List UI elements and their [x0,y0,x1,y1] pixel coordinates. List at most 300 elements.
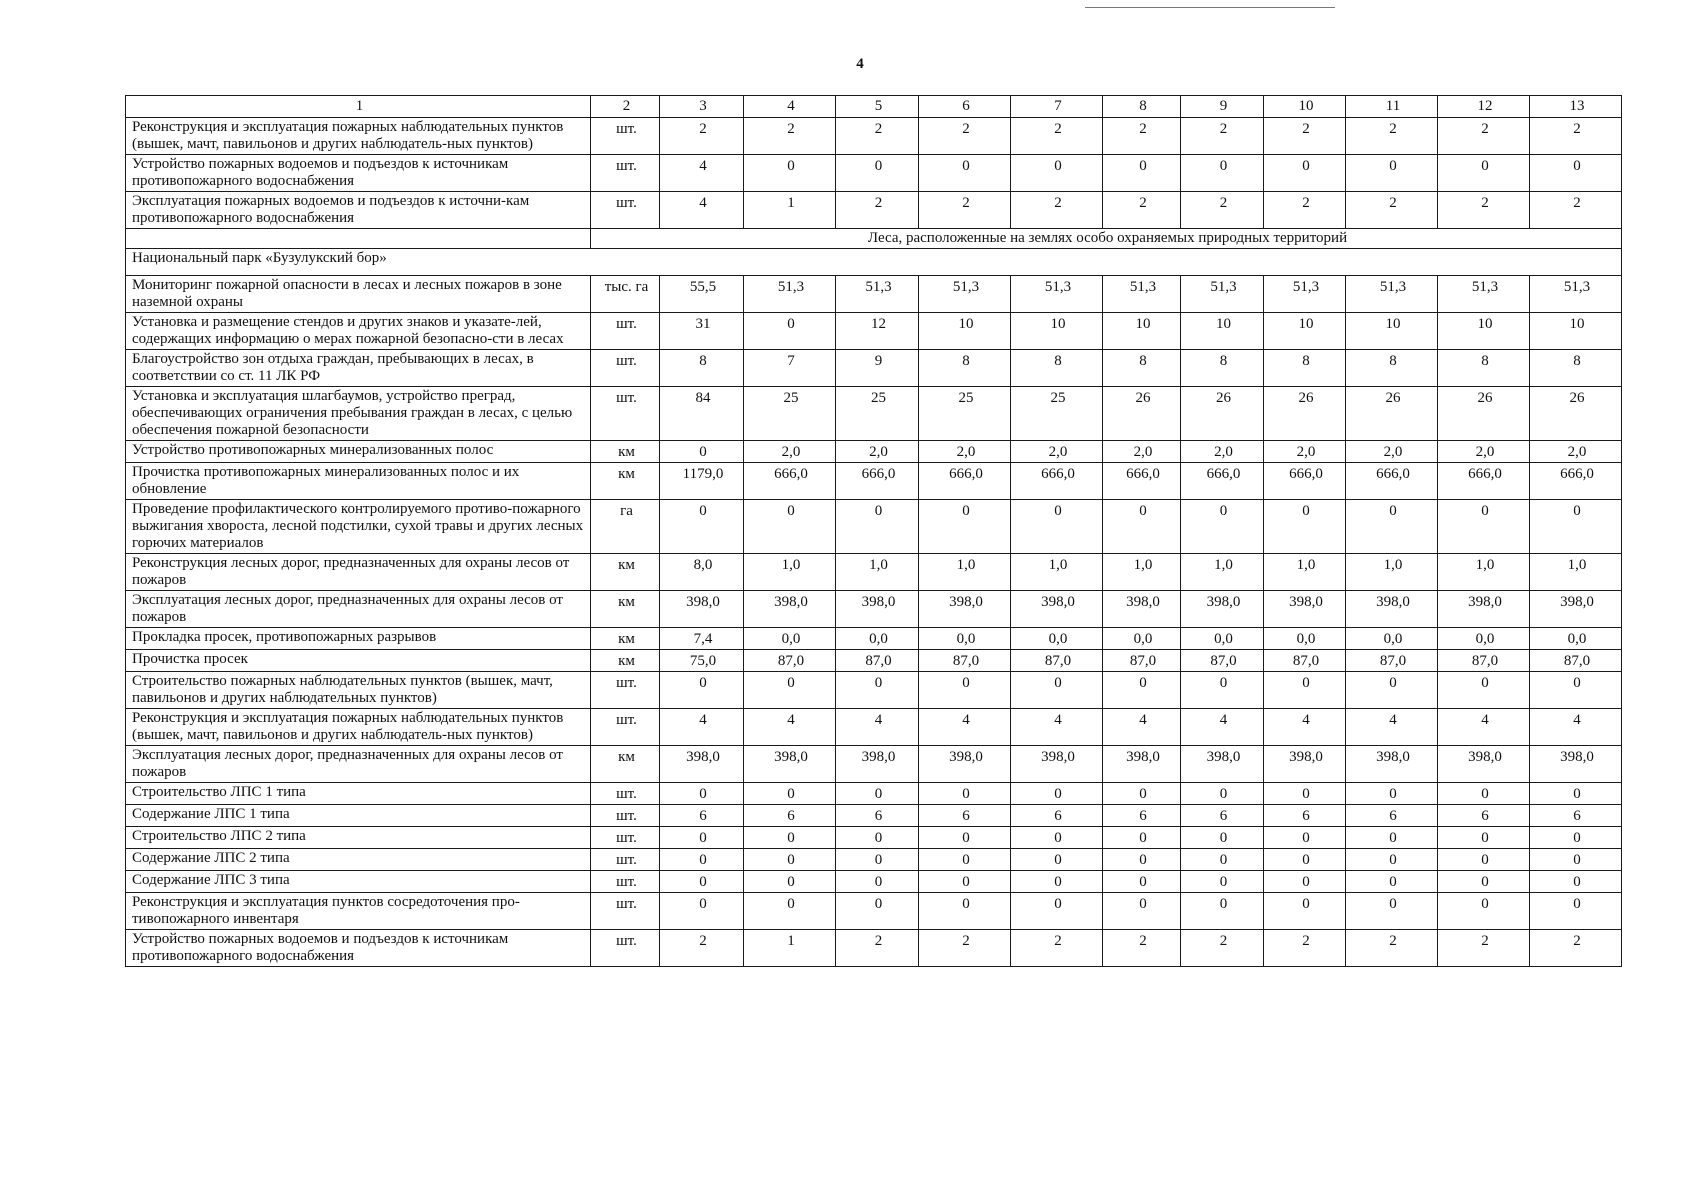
row-value: 0 [1530,849,1622,871]
row-value: 2 [1011,118,1103,155]
row-value: 0 [660,893,744,930]
row-activity-name: Строительство ЛПС 1 типа [126,783,591,805]
row-value: 0 [1103,155,1181,192]
row-value: 2,0 [1264,441,1346,463]
row-value: 0 [660,783,744,805]
row-value: 26 [1103,387,1181,441]
column-header: 9 [1181,96,1264,118]
row-value: 1,0 [1346,554,1438,591]
row-value: 51,3 [1103,276,1181,313]
row-activity-name: Установка и эксплуатация шлагбаумов, устройство преград, обеспечивающих ограничения пребывания граждан в лесах, с целью обеспечения пожарной безопасности [126,387,591,441]
row-value: 6 [660,805,744,827]
row-activity-name: Реконструкция и эксплуатация пожарных наблюдательных пунктов (вышек, мачт, павильонов и других наблюдатель-ных пунктов) [126,709,591,746]
row-value: 0 [744,783,836,805]
row-value: 0 [744,155,836,192]
row-value: 0 [1438,849,1530,871]
row-value: 7,4 [660,628,744,650]
row-value: 0 [660,672,744,709]
row-value: 0 [1530,672,1622,709]
row-value: 0 [1530,827,1622,849]
column-header: 6 [919,96,1011,118]
row-value: 0 [1346,893,1438,930]
column-header: 10 [1264,96,1346,118]
row-value: 0 [1530,500,1622,554]
table-row [126,118,1622,155]
row-value: 87,0 [1530,650,1622,672]
row-value: 51,3 [1181,276,1264,313]
row-value: 0 [744,672,836,709]
row-value: 10 [1011,313,1103,350]
table-row [126,871,1622,893]
row-value: 4 [919,709,1011,746]
row-value: 0 [919,893,1011,930]
table-row [126,628,1622,650]
row-value: 25 [744,387,836,441]
row-value: 2 [1011,930,1103,967]
row-value: 9 [836,350,919,387]
row-value: 8 [1530,350,1622,387]
row-value: 0 [1181,827,1264,849]
row-value: 1 [744,930,836,967]
row-value: 0 [1103,672,1181,709]
row-value: 75,0 [660,650,744,672]
row-activity-name: Реконструкция и эксплуатация пунктов сосредоточения про-тивопожарного инвентаря [126,893,591,930]
row-value: 666,0 [836,463,919,500]
row-unit: шт. [591,849,660,871]
row-value: 0 [660,871,744,893]
row-value: 398,0 [744,591,836,628]
row-value: 1,0 [1438,554,1530,591]
row-value: 0 [1346,871,1438,893]
row-value: 2 [919,192,1011,229]
row-value: 0 [1011,500,1103,554]
row-value: 2 [1264,192,1346,229]
row-value: 0 [836,849,919,871]
row-value: 4 [1181,709,1264,746]
row-value: 666,0 [1181,463,1264,500]
row-value: 2 [1181,192,1264,229]
table-row [126,672,1622,709]
row-unit: шт. [591,118,660,155]
row-value: 0 [1530,783,1622,805]
row-value: 0 [1181,155,1264,192]
row-value: 0 [836,155,919,192]
row-value: 0 [836,827,919,849]
row-value: 0,0 [1264,628,1346,650]
row-value: 398,0 [919,591,1011,628]
row-value: 4 [1530,709,1622,746]
row-value: 0 [1438,783,1530,805]
table-row [126,849,1622,871]
row-value: 0 [1181,672,1264,709]
row-value: 10 [1530,313,1622,350]
table-row [126,893,1622,930]
row-value: 87,0 [1264,650,1346,672]
table-row [126,463,1622,500]
row-activity-name: Устройство пожарных водоемов и подъездов к источникам противопожарного водоснабжения [126,155,591,192]
row-value: 0 [1181,500,1264,554]
row-value: 25 [919,387,1011,441]
row-value: 10 [1346,313,1438,350]
row-value: 2 [919,930,1011,967]
row-value: 2 [836,930,919,967]
row-value: 1,0 [1530,554,1622,591]
table-row [126,441,1622,463]
row-unit: км [591,746,660,783]
row-value: 666,0 [1103,463,1181,500]
row-activity-name: Содержание ЛПС 2 типа [126,849,591,871]
row-value: 6 [1011,805,1103,827]
row-unit: га [591,500,660,554]
row-value: 0 [744,849,836,871]
row-value: 0 [919,500,1011,554]
row-activity-name: Строительство пожарных наблюдательных пунктов (вышек, мачт, павильонов и других наблюдательных пунктов) [126,672,591,709]
row-value: 12 [836,313,919,350]
row-unit: шт. [591,192,660,229]
row-value: 666,0 [744,463,836,500]
row-value: 51,3 [1346,276,1438,313]
row-value: 8 [1011,350,1103,387]
row-value: 0 [1264,783,1346,805]
row-unit: шт. [591,350,660,387]
row-value: 87,0 [1011,650,1103,672]
row-value: 0 [1011,155,1103,192]
row-value: 398,0 [1264,591,1346,628]
row-value: 2 [836,192,919,229]
header-row [126,96,1622,118]
row-value: 2 [660,118,744,155]
row-value: 51,3 [1438,276,1530,313]
row-value: 398,0 [1530,591,1622,628]
column-header: 12 [1438,96,1530,118]
row-value: 10 [1264,313,1346,350]
row-activity-name: Эксплуатация лесных дорог, предназначенных для охраны лесов от пожаров [126,746,591,783]
row-value: 0 [1103,893,1181,930]
row-value: 0 [919,155,1011,192]
row-unit: шт. [591,827,660,849]
row-value: 0 [1530,155,1622,192]
row-activity-name: Содержание ЛПС 1 типа [126,805,591,827]
row-value: 2 [1103,192,1181,229]
row-unit: шт. [591,672,660,709]
row-value: 2,0 [1181,441,1264,463]
row-value: 2 [1530,118,1622,155]
table-row [126,554,1622,591]
row-value: 2 [1103,930,1181,967]
row-unit: шт. [591,155,660,192]
row-value: 6 [1264,805,1346,827]
row-value: 51,3 [1011,276,1103,313]
row-value: 2 [1181,930,1264,967]
row-value: 0 [836,500,919,554]
row-activity-name: Прокладка просек, противопожарных разрывов [126,628,591,650]
row-value: 0 [1103,783,1181,805]
row-value: 2 [1264,118,1346,155]
row-value: 0 [836,783,919,805]
table-row [126,805,1622,827]
row-value: 1,0 [1181,554,1264,591]
row-value: 0 [1264,672,1346,709]
row-value: 4 [836,709,919,746]
row-unit: км [591,554,660,591]
row-value: 398,0 [836,591,919,628]
row-value: 2,0 [1530,441,1622,463]
row-value: 0 [1011,672,1103,709]
row-unit: км [591,463,660,500]
row-value: 1,0 [744,554,836,591]
row-value: 0 [1264,155,1346,192]
row-value: 0 [1103,871,1181,893]
row-value: 0 [1181,893,1264,930]
row-value: 398,0 [1530,746,1622,783]
column-header: 2 [591,96,660,118]
table-row [126,709,1622,746]
row-value: 2,0 [1103,441,1181,463]
row-value: 26 [1530,387,1622,441]
row-value: 87,0 [919,650,1011,672]
row-value: 2,0 [836,441,919,463]
row-value: 0 [919,871,1011,893]
row-value: 25 [836,387,919,441]
column-header: 7 [1011,96,1103,118]
row-value: 398,0 [1438,591,1530,628]
row-value: 0 [1438,672,1530,709]
row-value: 0 [1264,893,1346,930]
row-value: 0 [1264,500,1346,554]
row-value: 4 [660,709,744,746]
row-value: 0 [660,827,744,849]
row-value: 0 [1264,827,1346,849]
row-value: 0 [1011,849,1103,871]
row-value: 2 [744,118,836,155]
row-value: 666,0 [1346,463,1438,500]
row-unit: шт. [591,871,660,893]
row-value: 0 [1346,500,1438,554]
column-header: 3 [660,96,744,118]
row-value: 0,0 [1438,628,1530,650]
section-title: Леса, расположенные на землях особо охраняемых природных территорий [591,229,1622,249]
page-number: 4 [856,56,864,72]
row-value: 398,0 [1011,591,1103,628]
row-value: 8 [919,350,1011,387]
row-value: 0 [1103,849,1181,871]
row-value: 0 [836,871,919,893]
row-value: 2,0 [1438,441,1530,463]
row-value: 4 [1264,709,1346,746]
row-value: 6 [836,805,919,827]
row-value: 0 [1011,783,1103,805]
row-value: 6 [919,805,1011,827]
row-value: 398,0 [1181,746,1264,783]
row-value: 10 [1438,313,1530,350]
column-header: 4 [744,96,836,118]
row-activity-name: Устройство противопожарных минерализованных полос [126,441,591,463]
row-value: 0 [1264,871,1346,893]
table-row [126,155,1622,192]
row-value: 2 [836,118,919,155]
row-value: 8 [660,350,744,387]
row-value: 0 [1011,893,1103,930]
row-value: 0,0 [1530,628,1622,650]
row-value: 87,0 [1438,650,1530,672]
row-value: 2 [919,118,1011,155]
row-activity-name: Установка и размещение стендов и других знаков и указате-лей, содержащих информацию о мерах пожарной безопасно-сти в лесах [126,313,591,350]
row-value: 87,0 [744,650,836,672]
table-row [126,746,1622,783]
row-value: 666,0 [1264,463,1346,500]
column-header: 1 [126,96,591,118]
row-value: 666,0 [1011,463,1103,500]
row-value: 8 [1346,350,1438,387]
row-value: 2 [1181,118,1264,155]
row-value: 26 [1264,387,1346,441]
row-value: 26 [1438,387,1530,441]
row-value: 4 [1438,709,1530,746]
row-value: 7 [744,350,836,387]
row-value: 0 [919,827,1011,849]
row-value: 2 [1103,118,1181,155]
row-value: 0 [1103,500,1181,554]
row-value: 1,0 [1011,554,1103,591]
row-value: 2 [1346,930,1438,967]
row-value: 0 [1438,871,1530,893]
row-value: 0 [1346,672,1438,709]
row-value: 0 [1181,783,1264,805]
row-value: 10 [1103,313,1181,350]
row-value: 51,3 [1264,276,1346,313]
row-value: 0 [660,441,744,463]
column-header: 5 [836,96,919,118]
row-value: 666,0 [1438,463,1530,500]
table-row [126,350,1622,387]
row-unit: шт. [591,805,660,827]
row-value: 0 [660,849,744,871]
row-activity-name: Проведение профилактического контролируемого противо-пожарного выжигания хвороста, лесной подстилки, сухой травы и других лесных горючих материалов [126,500,591,554]
row-value: 2 [1346,192,1438,229]
row-activity-name: Благоустройство зон отдыха граждан, пребывающих в лесах, в соответствии со ст. 11 ЛК РФ [126,350,591,387]
table-row [126,930,1622,967]
row-value: 0 [1346,155,1438,192]
row-value: 2 [1530,192,1622,229]
row-value: 0 [919,783,1011,805]
row-activity-name: Мониторинг пожарной опасности в лесах и лесных пожаров в зоне наземной охраны [126,276,591,313]
row-value: 51,3 [919,276,1011,313]
row-unit: км [591,628,660,650]
row-value: 4 [744,709,836,746]
row-value: 2 [1438,192,1530,229]
row-value: 55,5 [660,276,744,313]
subsection-row [126,249,1622,276]
row-value: 51,3 [1530,276,1622,313]
row-value: 51,3 [744,276,836,313]
row-value: 8 [1438,350,1530,387]
row-value: 0 [1011,827,1103,849]
row-activity-name: Содержание ЛПС 3 типа [126,871,591,893]
row-unit: км [591,650,660,672]
row-value: 0 [1346,827,1438,849]
row-value: 6 [1103,805,1181,827]
subsection-title: Национальный парк «Бузулукский бор» [126,249,1622,276]
table-row [126,276,1622,313]
row-value: 666,0 [1530,463,1622,500]
row-activity-name: Реконструкция лесных дорог, предназначенных для охраны лесов от пожаров [126,554,591,591]
row-value: 1 [744,192,836,229]
row-value: 1,0 [836,554,919,591]
row-value: 10 [1181,313,1264,350]
row-value: 4 [1103,709,1181,746]
table-row [126,783,1622,805]
table-row [126,500,1622,554]
row-value: 0 [1011,871,1103,893]
row-value: 6 [1438,805,1530,827]
row-unit: км [591,591,660,628]
column-header: 13 [1530,96,1622,118]
column-header: 8 [1103,96,1181,118]
row-value: 2 [1346,118,1438,155]
row-value: 31 [660,313,744,350]
row-value: 0 [836,893,919,930]
row-value: 84 [660,387,744,441]
row-value: 0,0 [744,628,836,650]
row-value: 398,0 [744,746,836,783]
row-value: 2 [1438,930,1530,967]
row-value: 0 [1181,849,1264,871]
row-value: 0,0 [919,628,1011,650]
row-unit: шт. [591,930,660,967]
row-value: 0 [1438,893,1530,930]
row-value: 0 [836,672,919,709]
row-value: 2,0 [1346,441,1438,463]
row-value: 87,0 [836,650,919,672]
row-value: 2 [1011,192,1103,229]
row-value: 0 [1438,155,1530,192]
row-value: 6 [744,805,836,827]
row-value: 398,0 [1264,746,1346,783]
row-value: 6 [1346,805,1438,827]
row-unit: шт. [591,387,660,441]
row-unit: шт. [591,313,660,350]
row-activity-name: Эксплуатация пожарных водоемов и подъездов к источни-кам противопожарного водоснабжения [126,192,591,229]
row-value: 2 [1438,118,1530,155]
row-unit: км [591,441,660,463]
row-activity-name: Прочистка противопожарных минерализованных полос и их обновление [126,463,591,500]
row-value: 26 [1181,387,1264,441]
row-value: 0,0 [1346,628,1438,650]
row-activity-name: Реконструкция и эксплуатация пожарных наблюдательных пунктов (вышек, мачт, павильонов и других наблюдатель-ных пунктов) [126,118,591,155]
section-empty-cell [126,229,591,249]
row-value: 398,0 [1103,746,1181,783]
row-value: 87,0 [1103,650,1181,672]
row-value: 10 [919,313,1011,350]
table-row [126,827,1622,849]
row-value: 0 [744,871,836,893]
row-value: 6 [1530,805,1622,827]
row-value: 2 [1264,930,1346,967]
row-value: 87,0 [1181,650,1264,672]
section-row [126,229,1622,249]
row-value: 398,0 [1438,746,1530,783]
row-value: 0 [744,500,836,554]
row-value: 0,0 [1103,628,1181,650]
row-value: 0 [744,313,836,350]
row-value: 2,0 [919,441,1011,463]
table-row [126,591,1622,628]
row-value: 4 [1011,709,1103,746]
row-value: 4 [660,192,744,229]
row-value: 0 [1103,827,1181,849]
row-unit: шт. [591,709,660,746]
table-row [126,387,1622,441]
